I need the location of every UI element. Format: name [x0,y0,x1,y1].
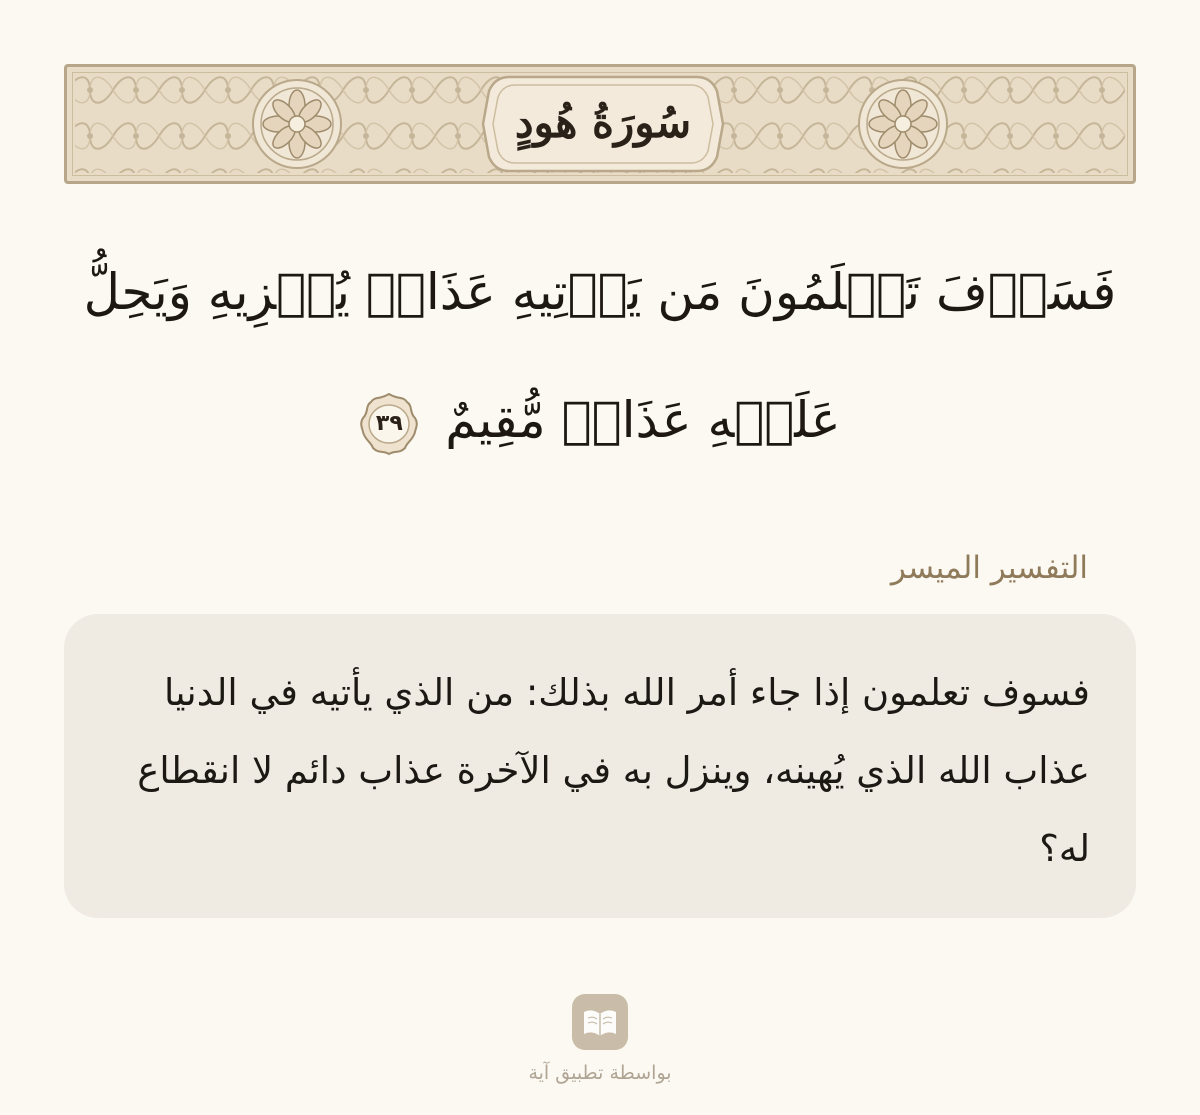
app-logo [572,994,628,1050]
tafsir-title: التفسير الميسر [890,550,1088,586]
ayah-number-marker [359,392,419,456]
footer-credit: بواسطة تطبيق آية [528,1062,672,1084]
open-book-icon [572,994,628,1050]
ayah-text: فَسَوۡفَ تَعۡلَمُونَ مَن يَأۡتِيهِ عَذَابٞ يُخۡزِيهِ وَيَحِلُّ عَلَيۡهِ عَذَابٞ مُّقِيمٌ [83,263,1117,449]
tafsir-text: فسوف تعلمون إذا جاء أمر الله بذلك: من الذي يأتيه في الدنيا عذاب الله الذي يُهينه، وينزل به في الآخرة عذاب دائم لا انقطاع له؟ [137,671,1090,870]
ayah-number: ٣٩ [375,411,403,436]
surah-name: سُورَةُ هُودٍ [514,98,692,147]
ayah-text-block [56,228,1144,484]
surah-header-banner [64,64,1136,184]
tafsir-card [64,614,1136,918]
